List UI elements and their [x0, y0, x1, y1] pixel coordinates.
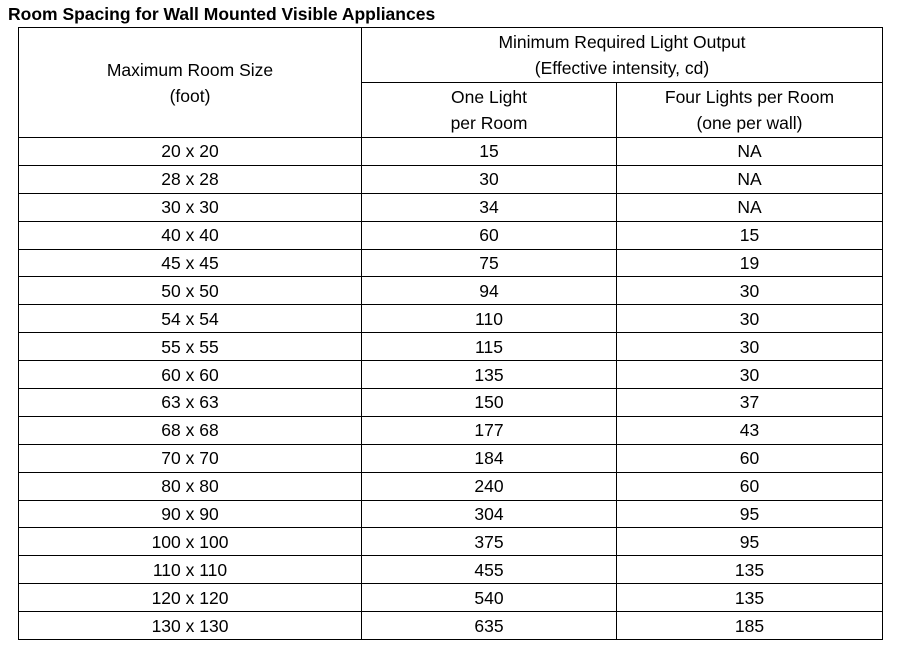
cell-room-size: 20 x 20 — [19, 138, 362, 166]
cell-one-light: 34 — [362, 193, 617, 221]
cell-one-light: 75 — [362, 249, 617, 277]
cell-one-light: 150 — [362, 389, 617, 417]
cell-one-light: 60 — [362, 221, 617, 249]
cell-one-light: 635 — [362, 612, 617, 640]
table-row — [19, 165, 883, 193]
cell-room-size: 50 x 50 — [19, 277, 362, 305]
table-row — [19, 500, 883, 528]
table-row — [19, 193, 883, 221]
table-row — [19, 221, 883, 249]
header-one-light-line2: per Room — [450, 113, 528, 133]
cell-room-size: 120 x 120 — [19, 584, 362, 612]
header-one-light — [362, 83, 617, 138]
cell-one-light: 455 — [362, 556, 617, 584]
cell-four-lights: 30 — [617, 277, 883, 305]
room-spacing-table — [18, 27, 883, 640]
cell-four-lights: 135 — [617, 584, 883, 612]
cell-four-lights: 30 — [617, 333, 883, 361]
table-row — [19, 389, 883, 417]
header-group-line2: (Effective intensity, cd) — [534, 58, 710, 78]
cell-one-light: 115 — [362, 333, 617, 361]
cell-four-lights: 30 — [617, 361, 883, 389]
table-row — [19, 249, 883, 277]
header-four-lights-line2: (one per wall) — [696, 113, 803, 133]
cell-one-light: 184 — [362, 444, 617, 472]
cell-room-size: 54 x 54 — [19, 305, 362, 333]
cell-four-lights: NA — [617, 138, 883, 166]
table-title: Room Spacing for Wall Mounted Visible Appliances — [8, 4, 436, 24]
cell-one-light: 177 — [362, 416, 617, 444]
cell-four-lights: 185 — [617, 612, 883, 640]
cell-room-size: 63 x 63 — [19, 389, 362, 417]
cell-one-light: 30 — [362, 165, 617, 193]
cell-one-light: 540 — [362, 584, 617, 612]
table-row — [19, 138, 883, 166]
table-row — [19, 612, 883, 640]
cell-room-size: 28 x 28 — [19, 165, 362, 193]
table-row — [19, 556, 883, 584]
table-row — [19, 416, 883, 444]
cell-one-light: 304 — [362, 500, 617, 528]
cell-four-lights: 30 — [617, 305, 883, 333]
cell-room-size: 30 x 30 — [19, 193, 362, 221]
header-group-line1: Minimum Required Light Output — [498, 32, 746, 52]
cell-room-size: 40 x 40 — [19, 221, 362, 249]
cell-four-lights: 60 — [617, 472, 883, 500]
header-one-light-line1: One Light — [451, 87, 527, 107]
cell-four-lights: 95 — [617, 500, 883, 528]
table-body — [19, 138, 883, 640]
table-row — [19, 305, 883, 333]
cell-one-light: 240 — [362, 472, 617, 500]
cell-room-size: 130 x 130 — [19, 612, 362, 640]
header-four-lights-line1: Four Lights per Room — [664, 87, 835, 107]
table-row — [19, 277, 883, 305]
cell-room-size: 70 x 70 — [19, 444, 362, 472]
cell-four-lights: 95 — [617, 528, 883, 556]
table-header — [19, 28, 883, 138]
cell-four-lights: NA — [617, 165, 883, 193]
cell-room-size: 68 x 68 — [19, 416, 362, 444]
cell-room-size: 60 x 60 — [19, 361, 362, 389]
cell-one-light: 94 — [362, 277, 617, 305]
cell-four-lights: 37 — [617, 389, 883, 417]
cell-one-light: 375 — [362, 528, 617, 556]
cell-room-size: 110 x 110 — [19, 556, 362, 584]
cell-room-size: 45 x 45 — [19, 249, 362, 277]
cell-one-light: 110 — [362, 305, 617, 333]
cell-four-lights: 60 — [617, 444, 883, 472]
cell-one-light: 135 — [362, 361, 617, 389]
cell-four-lights: 43 — [617, 416, 883, 444]
cell-room-size: 55 x 55 — [19, 333, 362, 361]
table-row — [19, 584, 883, 612]
table-row — [19, 472, 883, 500]
header-room-size-line2: (foot) — [169, 85, 211, 106]
header-four-lights — [617, 83, 883, 138]
header-room-size — [19, 28, 362, 138]
cell-four-lights: 15 — [617, 221, 883, 249]
cell-room-size: 90 x 90 — [19, 500, 362, 528]
table-row — [19, 361, 883, 389]
cell-room-size: 80 x 80 — [19, 472, 362, 500]
table-row — [19, 444, 883, 472]
cell-four-lights: 135 — [617, 556, 883, 584]
header-light-output-group — [362, 28, 883, 83]
table-row — [19, 528, 883, 556]
cell-one-light: 15 — [362, 138, 617, 166]
header-room-size-line1: Maximum Room Size — [106, 59, 274, 80]
cell-four-lights: 19 — [617, 249, 883, 277]
table-row — [19, 333, 883, 361]
cell-room-size: 100 x 100 — [19, 528, 362, 556]
cell-four-lights: NA — [617, 193, 883, 221]
